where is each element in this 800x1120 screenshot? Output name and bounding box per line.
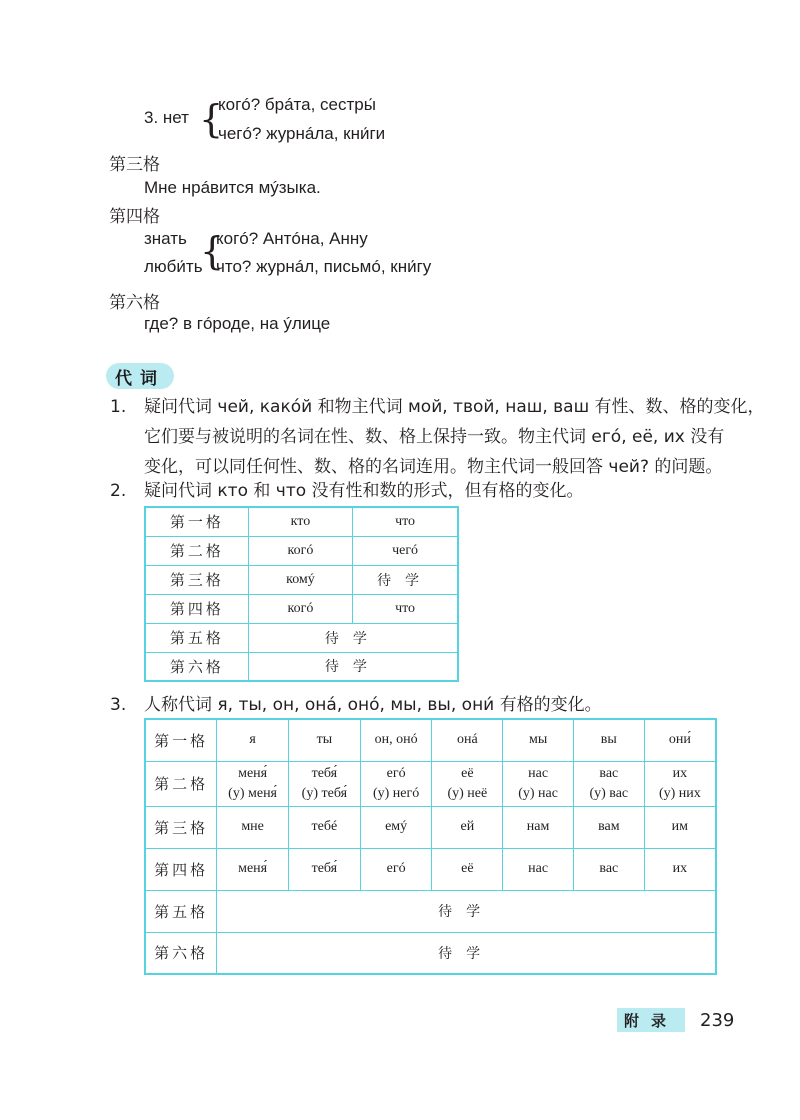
table-cell-pending: 待学 <box>353 565 458 594</box>
section-title-pronouns: 代词 <box>106 363 174 389</box>
item-1-text <box>144 394 765 480</box>
item-1-number: 1. <box>110 397 127 417</box>
table-cell-pending: 待学 <box>248 652 458 681</box>
table-cell: их <box>644 848 716 890</box>
table-row <box>145 932 716 974</box>
case3-heading: 第三格 <box>109 155 160 175</box>
table-cell <box>432 761 503 806</box>
verb-znat: знать <box>144 229 187 248</box>
table-row <box>145 890 716 932</box>
case-cell: 第三格 <box>145 806 217 848</box>
table-row <box>145 594 458 623</box>
table-cell <box>573 761 644 806</box>
cell-line: тебя́ <box>311 765 338 781</box>
table-row <box>145 761 716 806</box>
table-cell: когó <box>248 594 352 623</box>
item-2-number: 2. <box>110 481 127 501</box>
item-3-text: 人称代词 я, ты, он, онá, онó, мы, вы, они́ 有格的变化。 <box>144 695 602 715</box>
table-row <box>145 623 458 652</box>
case4-line-2: что? журнáл, письмó, кни́гу <box>216 257 432 276</box>
table-cell-pending: 待学 <box>217 890 716 932</box>
table-cell: меня́ <box>217 848 289 890</box>
table-cell: мне <box>217 806 289 848</box>
table-cell: они́ <box>644 719 716 761</box>
table-cell: егó <box>360 848 432 890</box>
table-cell: нас <box>503 848 574 890</box>
verb-lyubit: люби́ть <box>144 257 203 276</box>
table-cell: вам <box>573 806 644 848</box>
cell-line: меня́ <box>238 765 268 781</box>
cell-line: её <box>461 765 474 781</box>
table-cell: кто <box>248 507 352 536</box>
table-row <box>145 848 716 890</box>
table-cell <box>503 761 574 806</box>
left-brace-icon-2: { <box>200 229 225 273</box>
case4-line-1: когó? Антóна, Анну <box>216 229 368 248</box>
left-brace-icon: { <box>199 97 224 141</box>
item-1-line-3: 变化，可以同任何性、数、格的名词连用。物主代词一般回答 чей? 的问题。 <box>144 457 723 477</box>
table-cell-pending: 待学 <box>248 623 458 652</box>
net-line-1: когó? брáта, сестры́ <box>218 95 376 114</box>
table-cell: когó <box>248 536 352 565</box>
case-cell: 第二格 <box>145 761 217 806</box>
case-cell: 第五格 <box>145 623 248 652</box>
table-cell: что <box>353 507 458 536</box>
cell-line: нас <box>528 765 549 781</box>
table-row <box>145 806 716 848</box>
table-cell: чегó <box>353 536 458 565</box>
page-number: 239 <box>700 1010 735 1031</box>
cell-line: (у) них <box>658 785 701 801</box>
table-cell <box>644 761 716 806</box>
table-cell: ей <box>432 806 503 848</box>
table-cell <box>288 761 360 806</box>
table-row <box>145 652 458 681</box>
item-1-line-1: 疑问代词 чей, какóй 和物主代词 мой, твой, наш, ваш 有性、数、格的变化， <box>144 397 765 417</box>
cell-line: (у) тебя́ <box>301 785 348 801</box>
footer-section-label: 附录 <box>617 1008 685 1032</box>
cell-line: (у) нас <box>518 785 558 801</box>
table-cell <box>217 761 289 806</box>
cell-line: егó <box>386 765 406 781</box>
table-cell: я <box>217 719 289 761</box>
item-3-number: 3. <box>110 695 127 715</box>
table-row <box>145 565 458 594</box>
net-label: 3. нет <box>144 108 189 127</box>
item-2-text: 疑问代词 кто 和 что 没有性和数的形式，但有格的变化。 <box>144 481 584 501</box>
table-cell: комý <box>248 565 352 594</box>
table-cell: тебя́ <box>288 848 360 890</box>
table-cell: что <box>353 594 458 623</box>
case-cell: 第一格 <box>145 507 248 536</box>
cell-line: (у) вас <box>589 785 629 801</box>
table-row <box>145 536 458 565</box>
table-row <box>145 507 458 536</box>
table-cell: он, онó <box>360 719 432 761</box>
case6-example: где? в гóроде, на ýлице <box>144 314 331 333</box>
case4-heading: 第四格 <box>109 207 160 227</box>
case-cell: 第五格 <box>145 890 217 932</box>
table-cell: емý <box>360 806 432 848</box>
table-personal-pronouns <box>144 718 717 975</box>
case-cell: 第六格 <box>145 932 217 974</box>
table-row <box>145 719 716 761</box>
table-cell: им <box>644 806 716 848</box>
table-kto-chto <box>144 506 459 682</box>
table-cell <box>360 761 432 806</box>
case-cell: 第四格 <box>145 848 217 890</box>
table-cell: тебé <box>288 806 360 848</box>
item-1-line-2: 它们要与被说明的名词在性、数、格上保持一致。物主代词 егó, её, их 没有 <box>144 427 725 447</box>
table-cell: вы <box>573 719 644 761</box>
case-cell: 第一格 <box>145 719 217 761</box>
case6-heading: 第六格 <box>109 293 160 313</box>
cell-line: (у) меня́ <box>228 785 278 801</box>
table-cell: мы <box>503 719 574 761</box>
table-cell: её <box>432 848 503 890</box>
cell-line: (у) негó <box>372 785 420 801</box>
table-cell: нам <box>503 806 574 848</box>
cell-line: их <box>672 765 688 781</box>
table-cell: вас <box>573 848 644 890</box>
table-cell: ты <box>288 719 360 761</box>
net-line-2: чегó? журнáла, кни́ги <box>218 124 386 143</box>
case3-example: Мне нрáвится мýзыка. <box>144 178 321 197</box>
cell-line: (у) неё <box>447 785 488 801</box>
table-cell: онá <box>432 719 503 761</box>
table-cell-pending: 待学 <box>217 932 716 974</box>
case-cell: 第六格 <box>145 652 248 681</box>
case-cell: 第四格 <box>145 594 248 623</box>
cell-line: вас <box>599 765 619 781</box>
case-cell: 第二格 <box>145 536 248 565</box>
case-cell: 第三格 <box>145 565 248 594</box>
